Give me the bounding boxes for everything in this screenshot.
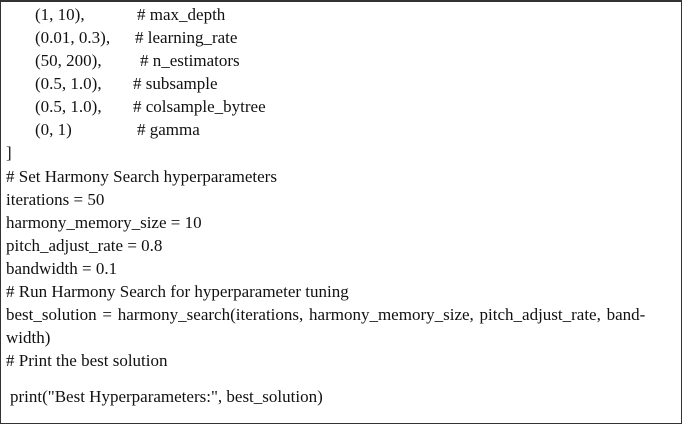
code-line: # Print the best solution	[6, 351, 168, 370]
code-comment: # colsample_bytree	[133, 97, 266, 116]
code-line: # Set Harmony Search hyperparameters	[6, 167, 277, 186]
code-comment: # max_depth	[137, 5, 226, 24]
code-line: width)	[6, 328, 51, 347]
code-range: (0, 1)	[35, 120, 72, 139]
code-comment: # n_estimators	[140, 51, 240, 70]
code-range: (0.5, 1.0),	[35, 97, 102, 116]
code-range: (50, 200),	[35, 51, 102, 70]
code-line: pitch_adjust_rate = 0.8	[6, 236, 163, 255]
code-range: (1, 10),	[35, 5, 85, 24]
code-line: ]	[6, 143, 12, 162]
code-line: harmony_memory_size = 10	[6, 213, 202, 232]
code-line: iterations = 50	[6, 190, 105, 209]
code-comment: # subsample	[133, 74, 218, 93]
code-comment: # gamma	[137, 120, 200, 139]
code-comment: # learning_rate	[135, 28, 238, 47]
code-line: bandwidth = 0.1	[6, 259, 118, 278]
code-line: # Run Harmony Search for hyperparameter tuning	[6, 282, 349, 301]
code-line: best_solution = harmony_search(iterations, harmony_memory_size, pitch_adjust_rate, band-	[6, 305, 646, 324]
code-range: (0.01, 0.3),	[35, 28, 111, 47]
code-line: print("Best Hyperparameters:", best_solution)	[10, 387, 323, 406]
code-range: (0.5, 1.0),	[35, 74, 102, 93]
